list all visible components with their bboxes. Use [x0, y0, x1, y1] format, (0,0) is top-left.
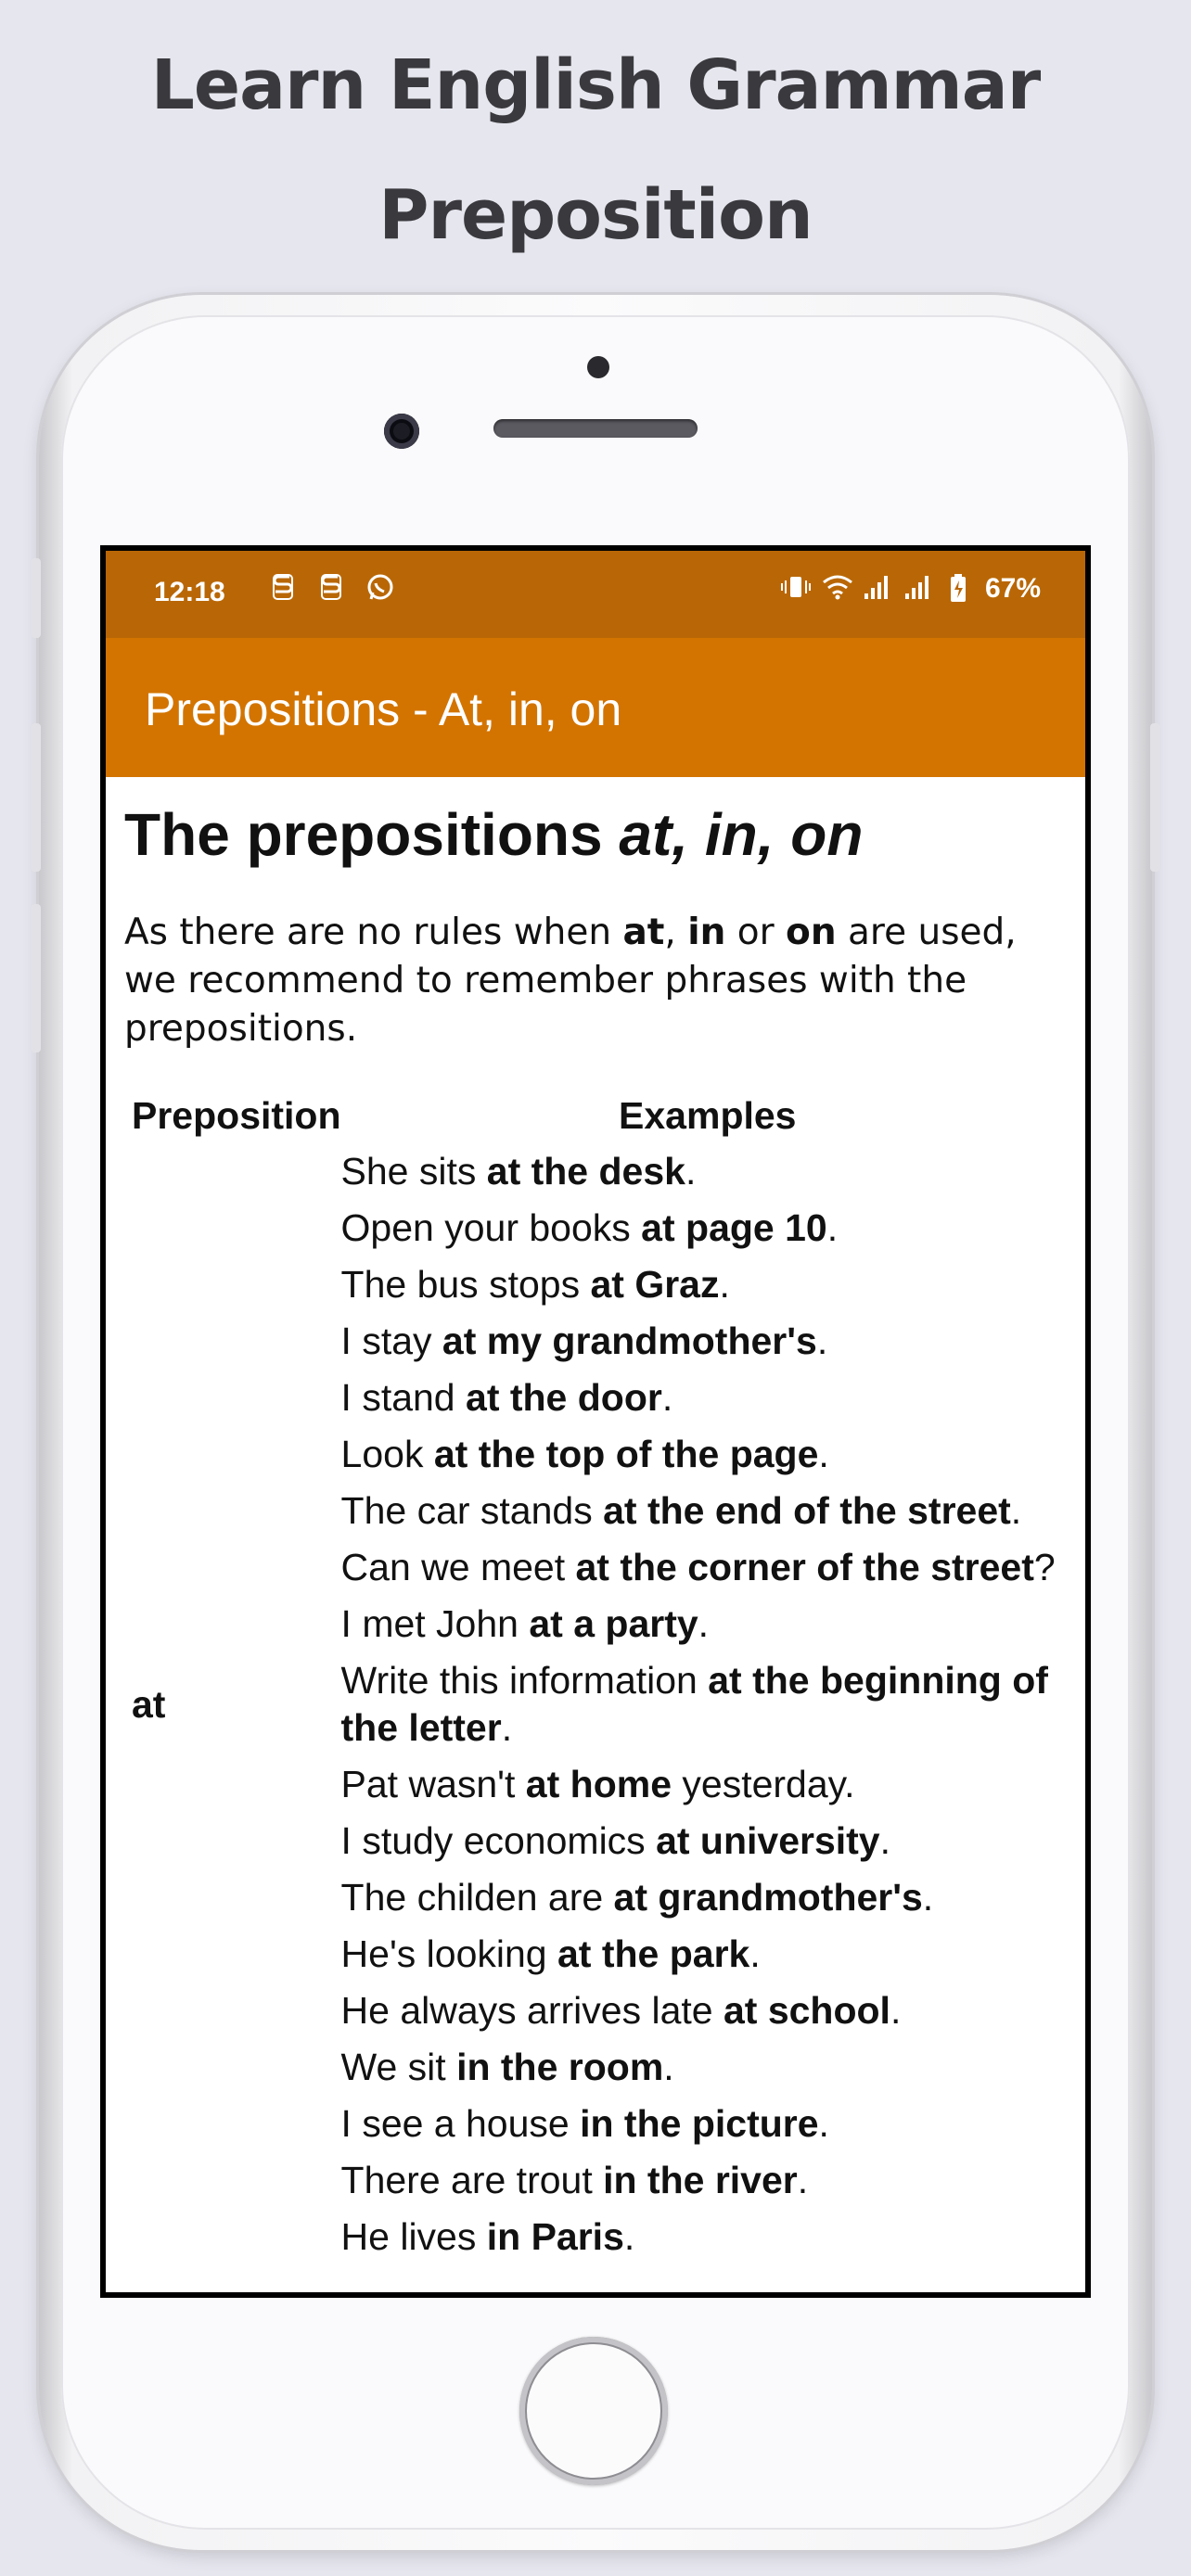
text-run: I stand — [340, 1376, 467, 1419]
text-run: . — [501, 1706, 513, 1749]
table-row — [124, 1143, 1067, 1200]
notification-icons — [269, 573, 393, 605]
power-button — [1150, 723, 1159, 872]
preposition-cell: at — [132, 1682, 166, 1726]
text-run: The bus stops — [340, 1263, 591, 1306]
example-sentence — [341, 2039, 1067, 2096]
example-sentence — [341, 1539, 1067, 1596]
intro-paragraph — [124, 909, 1067, 1053]
text-run: . — [890, 1989, 902, 2032]
text-run: . — [719, 1263, 730, 1306]
home-button[interactable] — [519, 2337, 668, 2485]
example-sentence — [341, 2096, 1067, 2152]
header-preposition: Preposition — [132, 1094, 341, 1137]
bold-phrase: at the corner of the street — [575, 1546, 1034, 1588]
promo-title-line2: Preposition — [378, 175, 813, 255]
example-sentence — [341, 1756, 1067, 1813]
text-run: or — [725, 912, 787, 953]
article-content[interactable] — [124, 777, 1067, 2292]
bold-phrase: at the park — [557, 1932, 750, 1975]
app-bar-title: Prepositions - At, in, on — [145, 683, 622, 735]
text-run: . — [816, 1320, 828, 1362]
text-run: . — [879, 1819, 891, 1862]
s-notification-icon — [269, 573, 297, 605]
bold-phrase: in the room — [456, 2046, 664, 2088]
text-run: The childen are — [340, 1876, 614, 1919]
example-sentence — [341, 1983, 1067, 2039]
bold-phrase: at the door — [466, 1376, 662, 1419]
status-time: 12:18 — [154, 577, 225, 607]
text-run: yesterday. — [672, 1763, 855, 1805]
bold-phrase: at the beginning of the letter — [340, 1659, 1048, 1749]
text-run: . — [1010, 1489, 1022, 1532]
bold-phrase: in — [687, 912, 726, 953]
vibrate-icon — [781, 573, 809, 605]
text-run: Open your books — [340, 1206, 642, 1249]
front-camera-icon — [384, 414, 419, 449]
text-run: . — [826, 1206, 839, 1249]
text-run: . — [623, 2215, 635, 2258]
text-run: . — [698, 1602, 710, 1645]
example-sentence — [341, 1426, 1067, 1483]
bold-phrase: at my grandmother's — [442, 1320, 817, 1362]
text-run: . — [749, 1932, 761, 1975]
text-run: I see a house — [340, 2102, 581, 2145]
promo-title-line1: Learn English Grammar — [150, 45, 1041, 125]
promo-title — [0, 20, 1191, 280]
text-run: I study economics — [340, 1819, 657, 1862]
s-notification-icon — [317, 573, 345, 605]
example-sentence — [341, 1370, 1067, 1426]
text-run: I stay — [340, 1320, 442, 1362]
article-title-plain: The prepositions — [124, 801, 620, 868]
volume-down-button — [32, 904, 41, 1052]
proximity-sensor — [587, 356, 609, 378]
example-sentence — [341, 1869, 1067, 1926]
prepositions-table — [124, 1094, 1067, 2265]
bold-phrase: at school — [723, 1989, 890, 2032]
battery-percentage: 67% — [984, 573, 1041, 604]
text-run: . — [685, 1150, 697, 1192]
example-sentence — [341, 1813, 1067, 1869]
header-examples: Examples — [619, 1094, 797, 1137]
bold-phrase: in the river — [603, 2159, 798, 2201]
status-bar — [106, 551, 1085, 638]
text-run: . — [661, 1376, 673, 1419]
article-title — [124, 797, 1067, 872]
text-run: . — [922, 1876, 934, 1919]
phone-screen — [100, 545, 1091, 2298]
wifi-icon — [822, 573, 850, 605]
bold-phrase: at the top of the page — [433, 1433, 819, 1475]
text-run: The car stands — [340, 1489, 604, 1532]
example-sentence — [341, 2209, 1067, 2265]
example-sentence — [341, 1596, 1067, 1652]
bold-phrase: at — [622, 912, 665, 953]
table-header-row — [124, 1094, 1067, 1143]
bold-phrase: on — [786, 912, 837, 953]
earpiece-speaker — [493, 419, 698, 438]
text-run: Pat wasn't — [340, 1763, 526, 1805]
bold-phrase: at Graz — [590, 1263, 720, 1306]
bold-phrase: at university — [656, 1819, 880, 1862]
text-run: Write this information — [340, 1659, 709, 1702]
example-sentence — [341, 1256, 1067, 1313]
text-run: She sits — [340, 1150, 487, 1192]
example-sentence — [341, 1652, 1067, 1756]
text-run: I met John — [340, 1602, 530, 1645]
bold-phrase: in the picture — [580, 2102, 819, 2145]
text-run: Can we meet — [340, 1546, 576, 1588]
text-run: There are trout — [340, 2159, 604, 2201]
text-run: He always arrives late — [340, 1989, 724, 2032]
text-run: . — [797, 2159, 809, 2201]
bold-phrase: at page 10 — [641, 1206, 827, 1249]
example-sentence — [341, 1200, 1067, 1256]
signal-icon — [903, 573, 931, 605]
example-sentence — [341, 1313, 1067, 1370]
text-run: He lives — [340, 2215, 487, 2258]
text-run: We sit — [340, 2046, 457, 2088]
text-run: . — [818, 2102, 829, 2145]
text-run: ? — [1033, 1546, 1056, 1588]
silent-switch — [32, 558, 41, 638]
example-sentence — [341, 1926, 1067, 1983]
text-run: . — [663, 2046, 674, 2088]
article-title-italic: at, in, on — [619, 801, 864, 868]
text-run: He's looking — [340, 1932, 557, 1975]
volume-up-button — [32, 723, 41, 872]
text-run: Look — [340, 1433, 434, 1475]
text-run: As there are no rules when — [124, 912, 623, 953]
bold-phrase: at home — [525, 1763, 672, 1805]
bold-phrase: at grandmother's — [613, 1876, 923, 1919]
battery-charging-icon — [944, 573, 972, 605]
text-run: , — [664, 912, 688, 953]
bold-phrase: at a party — [529, 1602, 698, 1645]
whatsapp-icon — [365, 573, 393, 605]
text-run: are used, we recommend to remember phrases with the prepositions. — [124, 912, 1017, 1050]
text-run: . — [818, 1433, 829, 1475]
bold-phrase: at the desk — [486, 1150, 685, 1192]
app-bar — [106, 638, 1085, 777]
bold-phrase: at the end of the street — [603, 1489, 1011, 1532]
example-sentence — [341, 1143, 1067, 1200]
system-icons — [781, 573, 1041, 605]
example-sentence — [341, 2152, 1067, 2209]
bold-phrase: in Paris — [486, 2215, 624, 2258]
signal-icon — [863, 573, 890, 605]
example-sentence — [341, 1483, 1067, 1539]
